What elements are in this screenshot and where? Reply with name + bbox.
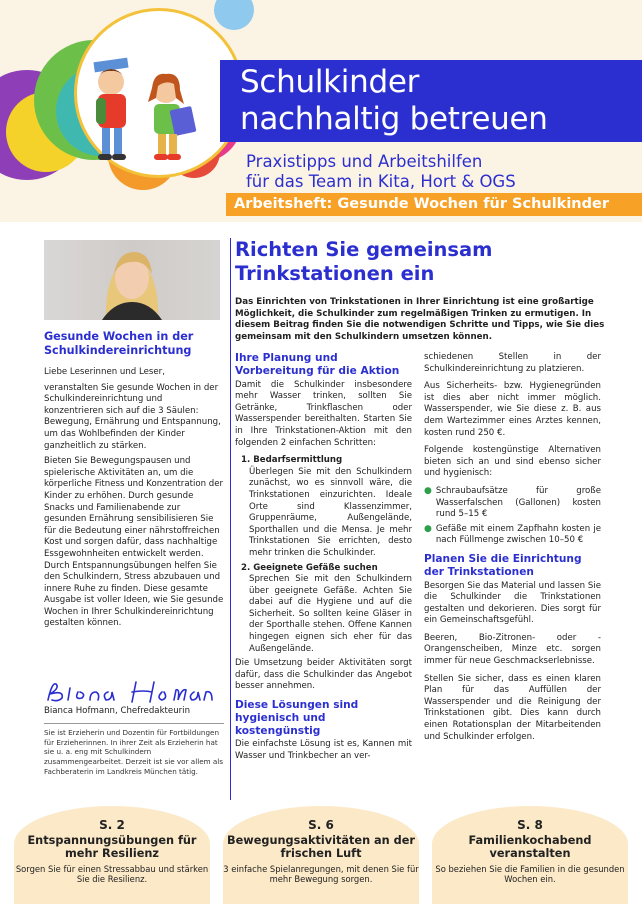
paragraph: Die Umsetzung beider Aktivitäten sorgt dafür, dass die Schulkinder das Angebot besser annehmen. [235,658,412,692]
title-line-2: nachhaltig betreuen [240,101,548,137]
bullet-dot-icon: ● [424,523,432,534]
paragraph: Damit die Schulkinder insbesondere mehr Wasser trinken, sollten Sie Getränke, Trinkflaschen oder Wasserspender bereithalten. Starten Sie in Ihre Trinkstationen-Aktion mit den folgenden 2 einfachen Schritten: [235,379,412,448]
step-title: 2. Geeignete Gefäße suchen [241,562,378,573]
article-title-line-1: Richten Sie gemeinsam [235,238,493,261]
subtitle-line-1: Praxistipps und Arbeitshilfen [246,152,483,171]
list-item [424,524,601,547]
teaser-page-8[interactable] [432,806,628,904]
paragraph: Beeren, Bio-Zitronen- oder -Orangenscheiben, Minze etc. sorgen immer für neue Geschmackserlebnisse. [424,632,601,667]
list-item-text: Gefäße mit einem Zapfhahn kosten je nach Füllmenge zwischen 10–50 € [435,523,601,546]
section-heading: Planen Sie die Einrichtung der Trinkstationen [424,552,582,578]
paragraph: Stellen Sie sicher, dass es einen klaren Plan für das Auffüllen der Wasserspender und die Reinigung der Trinkstationen gibt. Dies kann durch einen Rotationsplan der Mitarbeitenden und Schulkinder erfolgen. [424,673,601,742]
teaser-text: 3 einfache Spielanregungen, mit denen Sie für mehr Bewegung sorgen. [223,864,419,885]
teaser-page-6[interactable] [223,806,419,904]
list-item-text: Schraubaufsätze für große Wasserfalschen (Gallonen) kosten rund 5–15 € [435,485,601,520]
sidebar-paragraph: Liebe Leserinnen und Leser, [44,367,165,377]
subtitle [246,152,516,192]
teaser-page-2[interactable] [14,806,210,904]
paragraph: schiedenen Stellen in der Schulkindereinrichtung zu platzieren. [424,352,601,374]
sidebar-paragraph: veranstalten Sie gesunde Wochen in der Schulkindereinrichtung und konzentrieren sich auf die 3 Säulen: Bewegung, Ernährung und Entspannung, um das Wohlbefinden der Kinder ganzheitlich zu stärken. [44,382,221,451]
bullet-dot-icon: ● [424,485,432,496]
title-box [220,60,642,142]
decor-circle-lightblue [214,0,254,30]
step-title: 1. Bedarfsermittlung [241,455,343,466]
editor-photo [44,240,220,320]
section-heading: Diese Lösungen sind hygienisch und kostengünstig [235,699,359,737]
subtitle-line-2: für das Team in Kita, Hort & OGS [246,172,516,191]
teaser-page-number: S. 6 [308,818,334,832]
children-illustration [66,28,216,178]
list-item [424,486,601,521]
article-title [235,238,492,286]
article-title-line-2: Trinkstationen ein [235,262,435,285]
paragraph: Folgende kostengünstige Alternativen bieten sich an und sind ebenso sicher und hygienisch: [424,445,601,479]
article-lead: Das Einrichten von Trinkstationen in Ihrer Einrichtung ist eine großartige Möglichkeit, die Schulkinder zum regelmäßigen Trinken zu ermutigen. In diesem Beitrag finden Sie die notwendigen Schritte und Tipps, wie Sie dies gemeinsam mit den Schulkindern umsetzen können. [235,297,605,342]
teaser-title: Entspannungsübungen für mehr Resilienz [27,834,197,860]
sidebar-title: Gesunde Wochen in der Schulkindereinrichtung [44,330,194,357]
title-line-1: Schulkinder [240,64,420,100]
teaser-page-number: S. 2 [99,818,125,832]
article-column-1 [235,352,412,769]
step-text: Überlegen Sie mit den Schulkindern zunächst, wo es sinnvoll wäre, die Trinkstationen einzurichten. Ideale Orte sind Klassenzimmer, Gruppenräume, Außengelände, Sporthallen und die Mensa. Je mehr Trinkstationen Sie errichten, desto mehr trinken die Schulkinder. [249,466,412,558]
footer-teasers [0,806,642,904]
teaser-title: Familienkochabend veranstalten [468,834,592,860]
steps-list [235,455,412,655]
article-column-2 [424,352,601,749]
teaser-title: Bewegungsaktivitäten an der frischen Luft [227,834,415,860]
section-heading: Ihre Planung und Vorbereitung für die Aktion [235,352,400,377]
column-divider [230,238,231,800]
paragraph: Aus Sicherheits- bzw. Hygienegründen ist dies aber nicht immer möglich. Wasserspender, wie Sie diese z. B. aus dem Wartezimmer eines Arztes kennen, kosten rund 250 €. [424,381,601,438]
paragraph: Besorgen Sie das Material und lassen Sie die Schulkinder die Trinkstationen gestalten und dekorieren. Dies sorgt für ein Gemeinschaftsgefühl. [424,580,601,626]
paragraph: Die einfachste Lösung ist es, Kannen mit Wasser und Trinkbecher an ver- [235,739,412,762]
step-text: Sprechen Sie mit den Schulkindern über geeignete Gefäße. Achten Sie dabei auf die Hygiene und auf die Sicherheit. So sollten keine Gläser in der Sporthalle stehen. Offene Kannen hingegen eignen sich eher für das Außengelände. [249,574,412,654]
sidebar-text [44,367,224,634]
issue-banner: Arbeitsheft: Gesunde Wochen für Schulkinder [226,193,642,216]
teaser-page-number: S. 8 [517,818,543,832]
author-bio: Sie ist Erzieherin und Dozentin für Fortbildungen für Erzieherinnen. In ihrer Zeit als Erzieherin hat sie u. a. eng mit Schulkindern zusammengearbeitet. Derzeit ist sie vor allem als Fachberaterin im Landkreis München tätig. [44,723,224,777]
author-line: Bianca Hofmann, Chefredakteurin [44,706,191,716]
teaser-text: So beziehen Sie die Familien in die gesunden Wochen ein. [435,864,625,885]
teaser-text: Sorgen Sie für einen Stressabbau und stärken Sie die Resilienz. [15,864,209,885]
signature [44,676,224,706]
editor-portrait [44,240,220,320]
sidebar-paragraph: Bieten Sie Bewegungspausen und spielerische Aktivitäten an, um die körperliche Fitness und Konzentration der Kinder zu erhöhen. Durch gesunde Snacks und Familienabende zur gesunden Ernährung sensibilisieren Sie für die Bedeutung einer nährstoffreichen Kost und sorgen dafür, dass nachhaltige Essgewohnheiten entwickelt werden. Durch Entspannungsübungen helfen Sie den Schulkindern, Stress abzubauen und innere Ruhe zu finden. Diese gesamte Ausgabe ist voller Ideen, wie Sie gesunde Wochen in Ihrer Schulkindereinrichtung gestalten können. [44,456,224,629]
header [0,0,642,222]
